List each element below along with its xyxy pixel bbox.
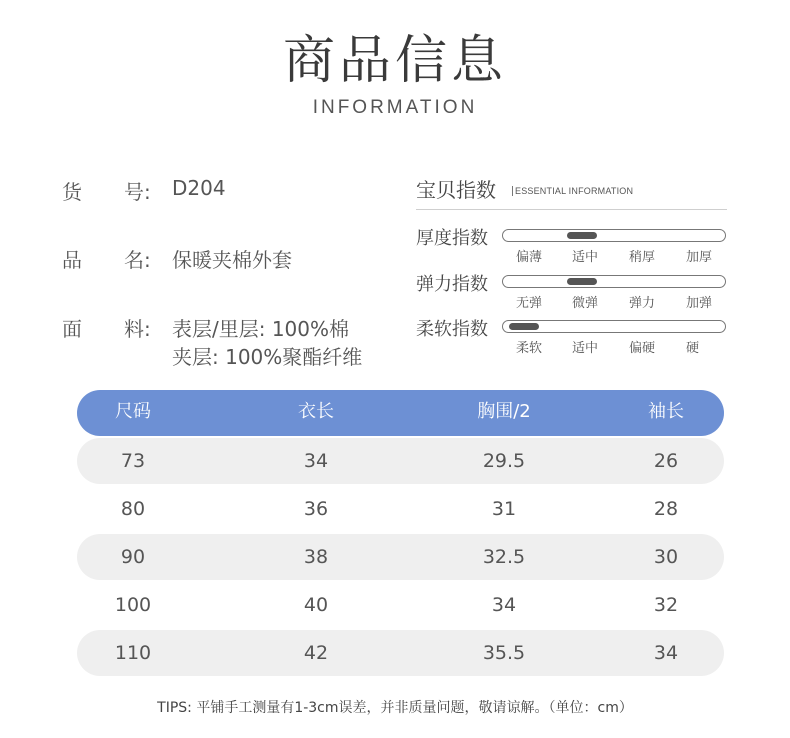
metric-option: 无弹 xyxy=(516,296,543,311)
metric-option: 适中 xyxy=(572,341,599,356)
indices-title: 宝贝指数 xyxy=(416,178,496,202)
metric-option: 微弹 xyxy=(572,296,599,311)
table-cell: 40 xyxy=(303,594,329,616)
table-header-row xyxy=(77,390,724,436)
metric-option: 偏硬 xyxy=(629,341,656,356)
metric-option: 稍厚 xyxy=(629,250,656,265)
table-cell: 29.5 xyxy=(482,450,526,472)
product-name-value: 保暖夹棉外套 xyxy=(172,248,292,272)
table-cell: 100 xyxy=(114,594,152,616)
metric-track xyxy=(502,275,726,288)
tips-note: TIPS: 平铺手工测量有1-3cm误差，并非质量问题，敬请谅解。（单位：cm） xyxy=(157,700,633,716)
table-cell: 34 xyxy=(653,642,679,664)
metric-2 xyxy=(416,315,736,375)
metric-indicator xyxy=(509,323,539,330)
product-name-label-a: 品 xyxy=(62,248,82,272)
table-cell: 34 xyxy=(303,450,329,472)
table-cell: 36 xyxy=(303,498,329,520)
table-cell: 26 xyxy=(653,450,679,472)
product-name-label-b: 名: xyxy=(124,248,151,272)
item-number-label-b: 号: xyxy=(124,180,151,204)
indices-divider xyxy=(416,209,727,210)
table-cell: 32 xyxy=(653,594,679,616)
table-row xyxy=(77,534,724,580)
item-number-value: D204 xyxy=(172,176,226,200)
table-cell: 35.5 xyxy=(482,642,526,664)
item-number-label-a: 货 xyxy=(62,180,82,204)
table-row xyxy=(77,582,724,628)
table-header-cell: 衣长 xyxy=(298,401,334,422)
fabric-outer-value: 表层/里层: 100%棉 xyxy=(172,317,350,341)
metric-track xyxy=(502,320,726,333)
table-row xyxy=(77,486,724,532)
metric-option: 弹力 xyxy=(629,296,656,311)
page-subtitle: INFORMATION xyxy=(312,97,478,118)
metric-option: 加弹 xyxy=(686,296,713,311)
table-cell: 90 xyxy=(120,546,146,568)
table-header-cell: 袖长 xyxy=(648,401,684,422)
metric-indicator xyxy=(567,232,597,239)
table-header-cell: 胸围/2 xyxy=(477,401,531,422)
fabric-label-b: 料: xyxy=(124,317,151,341)
table-cell: 31 xyxy=(491,498,517,520)
fabric-label-a: 面 xyxy=(62,317,82,341)
metric-track xyxy=(502,229,726,242)
page-title: 商品信息 xyxy=(282,31,507,91)
metric-option: 柔软 xyxy=(516,341,543,356)
metric-options xyxy=(502,292,732,310)
metric-options xyxy=(502,337,732,355)
table-row xyxy=(77,630,724,676)
metric-option: 加厚 xyxy=(686,250,713,265)
table-cell: 42 xyxy=(303,642,329,664)
metric-label: 厚度指数 xyxy=(416,228,488,249)
table-cell: 38 xyxy=(303,546,329,568)
table-cell: 30 xyxy=(653,546,679,568)
metric-option: 硬 xyxy=(686,341,700,356)
table-row xyxy=(77,438,724,484)
metric-option: 适中 xyxy=(572,250,599,265)
table-cell: 110 xyxy=(114,642,152,664)
metric-label: 弹力指数 xyxy=(416,274,488,295)
table-header-cell: 尺码 xyxy=(115,401,151,422)
metric-options xyxy=(502,246,732,264)
metric-option: 偏薄 xyxy=(516,250,543,265)
table-cell: 32.5 xyxy=(482,546,526,568)
table-cell: 34 xyxy=(491,594,517,616)
table-cell: 80 xyxy=(120,498,146,520)
metric-indicator xyxy=(567,278,597,285)
indices-subtitle: ESSENTIAL INFORMATION xyxy=(512,186,633,196)
fabric-inner-value: 夹层: 100%聚酯纤维 xyxy=(172,345,363,369)
table-cell: 28 xyxy=(653,498,679,520)
metric-label: 柔软指数 xyxy=(416,319,488,340)
table-cell: 73 xyxy=(120,450,146,472)
